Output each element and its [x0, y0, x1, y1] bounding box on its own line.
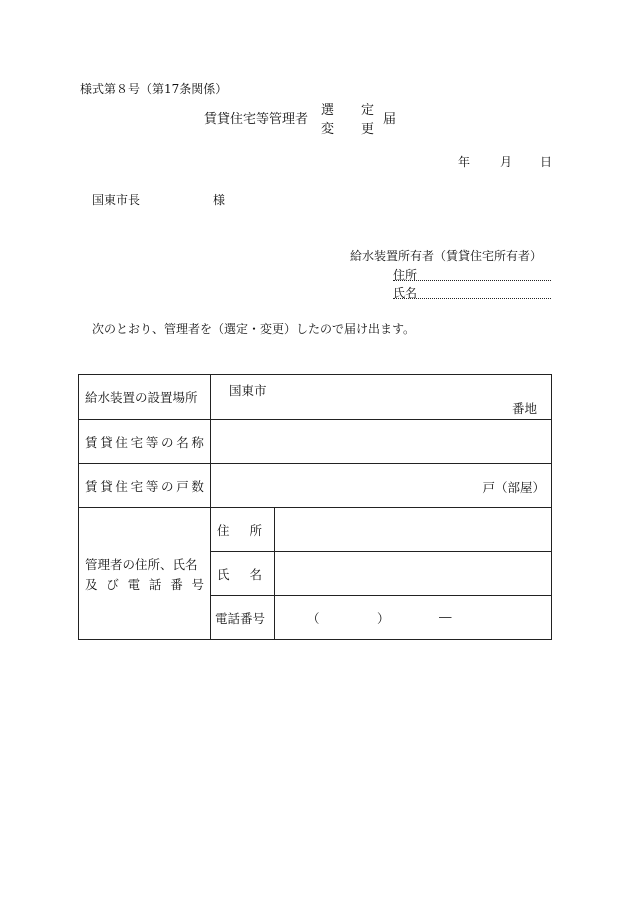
- manager-phone-label-cell: [211, 596, 275, 640]
- manager-label-line1: 管理者の住所、氏名: [85, 556, 198, 572]
- addressee-name: 国東市長: [92, 193, 141, 207]
- title-prefix: 賃貸住宅等管理者: [204, 112, 309, 127]
- application-table: [78, 374, 552, 640]
- form-number: 様式第８号（第17条関係）: [80, 82, 228, 96]
- body-text: 次のとおり、管理者を（選定・変更）したので届け出ます。: [92, 322, 416, 336]
- location-label: 給水装置の設置場所: [85, 390, 198, 405]
- housing-name-value-cell[interactable]: [211, 420, 552, 464]
- unit-count-label: 賃 貸 住 宅 等 の 戸 数: [85, 478, 204, 494]
- title-option-henkou-1: 変: [321, 122, 335, 137]
- housing-name-label-cell: [79, 420, 211, 464]
- location-value-cell[interactable]: [211, 375, 552, 420]
- manager-phone-label: 電話番号: [215, 610, 266, 626]
- title-option-henkou-2: 更: [361, 122, 375, 137]
- manager-label-cell: [79, 508, 211, 640]
- location-label-cell: [79, 375, 211, 420]
- manager-name-label: 氏 名: [217, 566, 262, 582]
- location-suffix: 番地: [511, 401, 537, 416]
- manager-address-value-cell[interactable]: [275, 508, 552, 552]
- manager-name-value-cell[interactable]: [275, 552, 552, 596]
- phone-dash: ―: [439, 609, 452, 624]
- applicant-address-line[interactable]: [393, 280, 551, 281]
- location-city: 国東市: [229, 383, 267, 398]
- title-option-senpyo-2: 定: [361, 103, 375, 118]
- addressee-honorific: 様: [213, 193, 226, 207]
- housing-name-label: 賃 貸 住 宅 等 の 名 称: [85, 434, 204, 450]
- unit-count-label-cell: [79, 464, 211, 508]
- date-year: 年: [458, 155, 471, 169]
- unit-count-value-cell[interactable]: [211, 464, 552, 508]
- applicant-address-label: 住所: [393, 268, 418, 282]
- applicant-heading: 給水装置所有者（賃貸住宅所有者）: [350, 249, 543, 263]
- manager-address-label: 住 所: [217, 522, 262, 538]
- phone-close-paren: ）: [377, 611, 390, 626]
- manager-label-line2: 及 び 電 話 番 号: [85, 576, 204, 592]
- title-suffix: 届: [383, 112, 397, 127]
- manager-name-label-cell: [211, 552, 275, 596]
- title-option-senpyo-1: 選: [321, 103, 335, 118]
- applicant-name-line[interactable]: [393, 298, 551, 299]
- date-day: 日: [540, 155, 553, 169]
- manager-address-label-cell: [211, 508, 275, 552]
- unit-count-suffix: 戸（部屋）: [482, 480, 545, 495]
- manager-phone-value-cell[interactable]: [275, 596, 552, 640]
- date-month: 月: [500, 155, 513, 169]
- applicant-name-label: 氏名: [393, 286, 418, 300]
- phone-open-paren: （: [307, 611, 320, 626]
